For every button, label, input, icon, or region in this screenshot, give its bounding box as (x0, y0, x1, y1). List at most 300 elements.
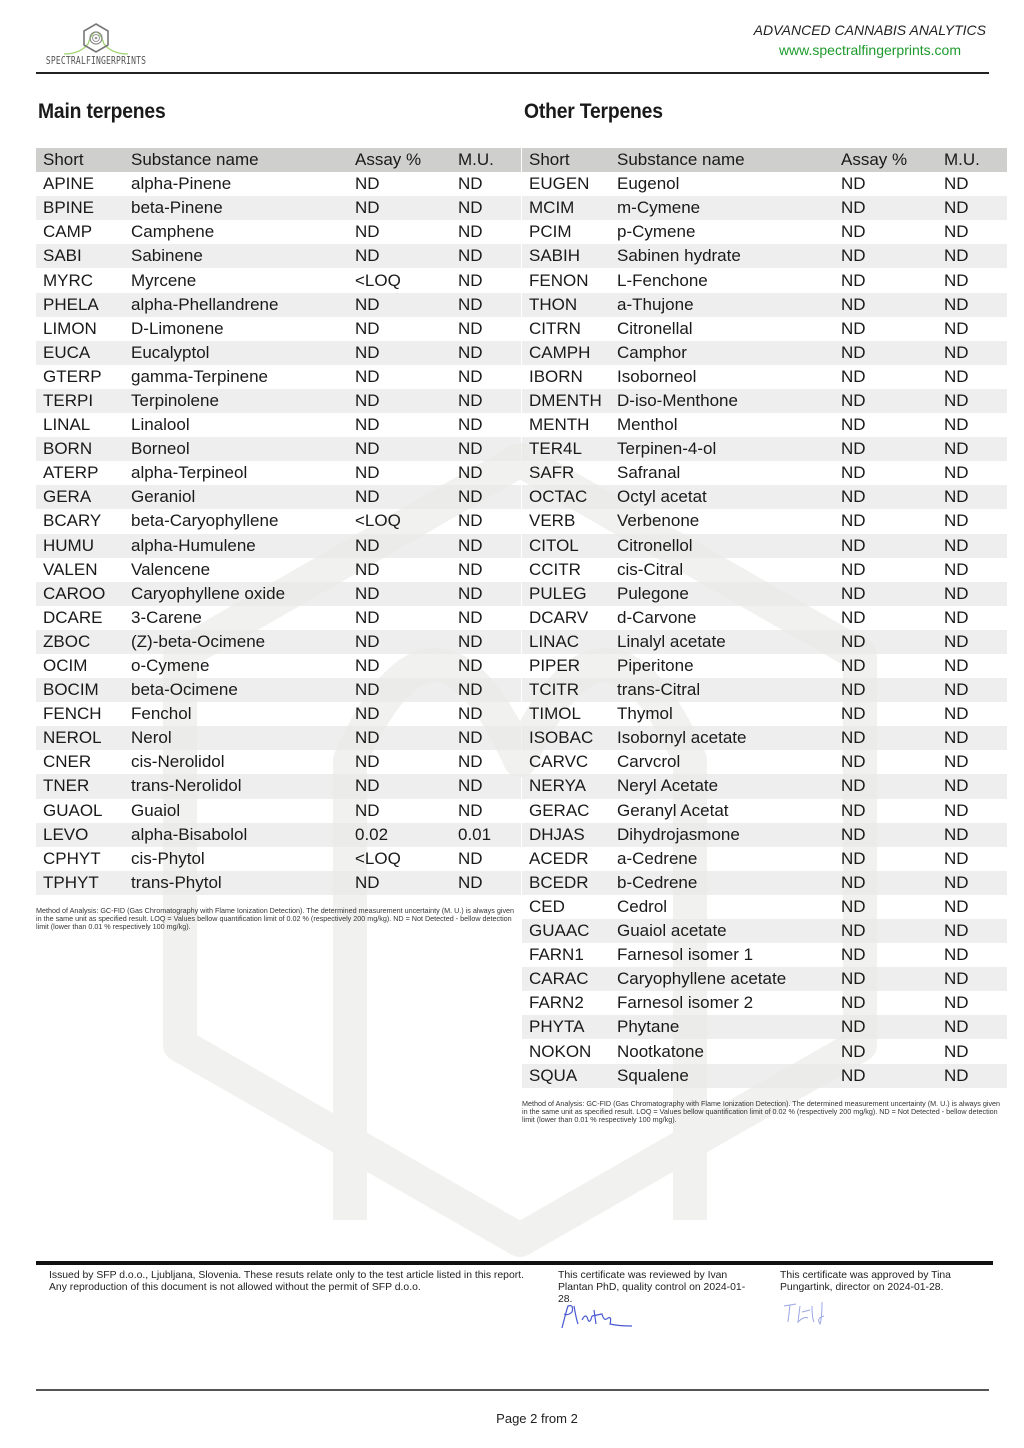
cell-short: CNER (43, 752, 92, 772)
table-row (36, 630, 521, 654)
cell-substance-name: Terpinen-4-ol (617, 437, 841, 461)
cell-short: SQUA (522, 1064, 617, 1088)
cell-assay: ND (841, 485, 944, 509)
cell-short: CAROO (36, 582, 131, 606)
table-row (36, 774, 521, 798)
cell-assay: ND (841, 1015, 944, 1039)
cell-substance-name: Eugenol (617, 174, 680, 194)
cell-short: NERYA (522, 774, 617, 798)
cell-short: TERPI (36, 389, 131, 413)
cell-assay: <LOQ (355, 270, 401, 290)
cell-mu: ND (944, 293, 1007, 317)
cell-mu: ND (944, 1041, 969, 1061)
cell-substance-name: Farnesol isomer 1 (617, 945, 754, 965)
table-row (522, 582, 1007, 606)
cell-substance-name: Sabinene (131, 244, 355, 268)
cell-mu: ND (458, 534, 521, 558)
cell-substance-name: Fenchol (131, 704, 192, 724)
cell-short: MYRC (43, 270, 94, 290)
cell-short: PCIM (529, 222, 572, 242)
cell-short: SAFR (529, 463, 575, 483)
cell-substance-name: Guaiol acetate (617, 919, 841, 943)
cell-mu: ND (458, 800, 483, 820)
cell-short: NEROL (36, 726, 131, 750)
cell-mu: ND (458, 630, 521, 654)
cell-mu: ND (944, 945, 969, 965)
table-row (36, 293, 521, 317)
cell-substance-name: a-Cedrene (617, 848, 698, 868)
cell-substance-name: Camphene (131, 222, 215, 242)
cell-assay: ND (355, 244, 458, 268)
table-row (36, 847, 521, 871)
cell-substance-name: cis-Nerolidol (131, 752, 225, 772)
cell-mu: ND (458, 270, 483, 290)
table-row (522, 1064, 1007, 1088)
cell-assay: ND (355, 774, 458, 798)
table-row (522, 317, 1007, 341)
table-row (522, 799, 1007, 823)
cell-mu: ND (944, 800, 969, 820)
cell-substance-name: Octyl acetat (617, 485, 841, 509)
cell-short: BCEDR (522, 871, 617, 895)
cell-substance-name: alpha-Bisabolol (131, 823, 355, 847)
cell-substance-name: Nootkatone (617, 1041, 704, 1061)
cell-assay: ND (841, 389, 944, 413)
cell-assay: ND (355, 559, 380, 579)
cell-short: GUAOL (43, 800, 103, 820)
cell-short: PULEG (522, 582, 617, 606)
footer-divider (36, 1261, 993, 1265)
cell-mu: ND (458, 582, 521, 606)
cell-short: DCARE (43, 607, 103, 627)
cell-assay: ND (355, 437, 458, 461)
cell-mu: ND (458, 871, 521, 895)
cell-mu: ND (944, 919, 1007, 943)
table-row (522, 268, 1007, 292)
cell-assay: ND (841, 174, 866, 194)
cell-short: PHYTA (522, 1015, 617, 1039)
cell-assay: ND (841, 656, 866, 676)
table-row (36, 244, 521, 268)
cell-assay: ND (841, 582, 944, 606)
cell-mu: ND (944, 559, 969, 579)
cell-short: TCITR (522, 678, 617, 702)
cell-short: TER4L (522, 437, 617, 461)
cell-mu: ND (458, 174, 483, 194)
cell-mu: ND (944, 993, 969, 1013)
cell-mu: ND (944, 415, 969, 435)
cell-short: LINAL (43, 415, 91, 435)
cell-mu: ND (944, 389, 1007, 413)
cell-mu: ND (458, 704, 483, 724)
table-row (36, 678, 521, 702)
cell-short: GERA (36, 485, 131, 509)
cell-assay: ND (841, 366, 866, 386)
cell-assay: ND (841, 463, 866, 483)
cell-assay: ND (355, 630, 458, 654)
cell-substance-name: Guaiol (131, 800, 181, 820)
cell-assay: ND (355, 222, 380, 242)
table-row (36, 341, 521, 365)
cell-mu: ND (944, 848, 969, 868)
cell-short: HUMU (36, 534, 131, 558)
table-row (522, 220, 1007, 244)
table-row (36, 220, 521, 244)
table-row (522, 244, 1007, 268)
cell-assay: ND (841, 896, 866, 916)
table-row (522, 919, 1007, 943)
method-note: Method of Analysis: GC-FID (Gas Chromatography with Flame Ionization Detection). The determined measurement uncertainty (M. U.) is always given in the same unit as specified result. LOQ = Values bellow quantification limit of 0.02 % (respectively 200 mg/kg). ND = Not Detected - bellow detection limit (lower than 0.01 % respectively 100 mg/kg). (36, 905, 515, 931)
cell-mu: ND (944, 196, 1007, 220)
cell-mu: ND (458, 607, 483, 627)
cell-assay: ND (355, 196, 458, 220)
table-row (522, 509, 1007, 533)
cell-short: PHELA (36, 293, 131, 317)
cell-short: BCARY (43, 511, 102, 531)
cell-assay: ND (355, 534, 458, 558)
method-note: Method of Analysis: GC-FID (Gas Chromatography with Flame Ionization Detection). The determined measurement uncertainty (M. U.) is always given in the same unit as specified result. LOQ = Values bellow quantification limit of 0.02 % (respectively 200 mg/kg). ND = Not Detected - bellow detection limit (lower than 0.01 % respectively 100 mg/kg). (522, 1098, 1001, 1124)
cell-short: ACEDR (529, 848, 589, 868)
cell-short: CITOL (522, 534, 617, 558)
cell-assay: ND (355, 389, 458, 413)
cell-short: OCIM (43, 656, 88, 676)
cell-substance-name: Dihydrojasmone (617, 823, 841, 847)
cell-assay: ND (841, 630, 944, 654)
cell-assay: ND (841, 704, 866, 724)
table-row (522, 341, 1007, 365)
table-header-row (522, 148, 1007, 172)
cell-substance-name: Borneol (131, 437, 355, 461)
table-row (522, 534, 1007, 558)
table-row (36, 317, 521, 341)
cell-assay: ND (355, 318, 380, 338)
cell-mu: ND (944, 630, 1007, 654)
cell-substance-name: Linalool (131, 415, 190, 435)
cell-substance-name: Caryophyllene oxide (131, 582, 355, 606)
cell-mu: ND (458, 463, 483, 483)
cell-mu: ND (458, 726, 521, 750)
cell-substance-name: alpha-Phellandrene (131, 293, 355, 317)
column-header-assay: Assay % (355, 148, 458, 172)
cell-assay: ND (841, 1041, 866, 1061)
cell-mu: ND (458, 656, 483, 676)
cell-short: GUAAC (522, 919, 617, 943)
cell-substance-name: Farnesol isomer 2 (617, 993, 754, 1013)
cell-substance-name: 3-Carene (131, 607, 202, 627)
cell-substance-name: Menthol (617, 415, 678, 435)
approved-statement: This certificate was approved by Tina Pungartink, director on 2024-01-28. (780, 1270, 951, 1293)
cell-short: MENTH (529, 415, 590, 435)
brand-tagline: ADVANCED CANNABIS ANALYTICS (753, 22, 986, 38)
cell-substance-name: cis-Citral (617, 559, 684, 579)
cell-assay: ND (841, 752, 866, 772)
cell-short: MCIM (522, 196, 617, 220)
cell-mu: ND (458, 437, 521, 461)
cell-assay: ND (841, 222, 866, 242)
cell-assay: ND (355, 656, 380, 676)
table-row (36, 823, 521, 847)
cell-substance-name: (Z)-beta-Ocimene (131, 630, 355, 654)
cell-assay: ND (841, 607, 866, 627)
cell-substance-name: alpha-Humulene (131, 534, 355, 558)
table-row (522, 461, 1007, 485)
cell-short: DMENTH (522, 389, 617, 413)
cell-assay: ND (841, 437, 944, 461)
cell-short: CPHYT (43, 848, 101, 868)
cell-mu: ND (944, 678, 1007, 702)
cell-substance-name: Myrcene (131, 270, 197, 290)
cell-mu: ND (458, 366, 483, 386)
cell-assay: ND (355, 752, 380, 772)
table-row (36, 606, 521, 630)
cell-mu: ND (944, 174, 969, 194)
cell-short: CITRN (529, 318, 581, 338)
table-row (522, 1039, 1007, 1063)
table-row (522, 654, 1007, 678)
cell-mu: ND (944, 511, 969, 531)
cell-mu: ND (944, 752, 969, 772)
table-row (36, 365, 521, 389)
cell-short: FARN1 (529, 945, 584, 965)
table-row (522, 485, 1007, 509)
cell-substance-name: Citronellal (617, 318, 693, 338)
cell-assay: ND (355, 800, 380, 820)
cell-substance-name: beta-Ocimene (131, 678, 355, 702)
cell-short: CAMPH (522, 341, 617, 365)
cell-substance-name: p-Cymene (617, 222, 696, 242)
cell-mu: ND (458, 678, 521, 702)
cell-short: EUCA (36, 341, 131, 365)
cell-assay: ND (841, 534, 944, 558)
table-row (522, 365, 1007, 389)
cell-substance-name: d-Carvone (617, 607, 697, 627)
cell-assay: ND (841, 270, 866, 290)
cell-substance-name: Squalene (617, 1064, 841, 1088)
cell-short: DCARV (529, 607, 589, 627)
cell-assay: ND (841, 1064, 944, 1088)
table-row (522, 389, 1007, 413)
cell-substance-name: m-Cymene (617, 196, 841, 220)
table-row (36, 485, 521, 509)
cell-substance-name: D-iso-Menthone (617, 389, 841, 413)
cell-short: TPHYT (36, 871, 131, 895)
cell-mu: ND (458, 848, 483, 868)
table-row (36, 654, 521, 678)
table-row (36, 702, 521, 726)
header-brand (754, 22, 986, 60)
cell-substance-name: Nerol (131, 726, 355, 750)
cell-assay: ND (841, 318, 866, 338)
cell-substance-name: b-Cedrene (617, 871, 841, 895)
cell-substance-name: trans-Phytol (131, 871, 355, 895)
cell-assay: ND (841, 678, 944, 702)
cell-substance-name: Verbenone (617, 511, 700, 531)
reviewer-signature-icon (558, 1302, 634, 1330)
cell-short: TIMOL (529, 704, 581, 724)
cell-assay: ND (841, 415, 866, 435)
column-header-substance: Substance name (131, 148, 355, 172)
cell-substance-name: gamma-Terpinene (131, 366, 269, 386)
cell-substance-name: Piperitone (617, 656, 694, 676)
cell-assay: ND (841, 993, 866, 1013)
column-header-substance: Substance name (617, 148, 841, 172)
cell-mu: ND (458, 293, 521, 317)
cell-assay: ND (841, 726, 944, 750)
cell-substance-name: Neryl Acetate (617, 774, 841, 798)
table-row (522, 1015, 1007, 1039)
cell-assay: ND (841, 244, 944, 268)
cell-assay: ND (355, 174, 380, 194)
cell-assay: ND (841, 511, 866, 531)
cell-substance-name: beta-Caryophyllene (131, 511, 279, 531)
cell-short: GTERP (43, 366, 102, 386)
cell-substance-name: Cedrol (617, 896, 668, 916)
cell-mu: ND (458, 511, 483, 531)
cell-substance-name: Phytane (617, 1015, 841, 1039)
cell-short: BORN (36, 437, 131, 461)
cell-assay: ND (841, 800, 866, 820)
cell-assay: ND (841, 967, 944, 991)
cell-assay: ND (355, 871, 458, 895)
table-row (522, 847, 1007, 871)
table-row (36, 558, 521, 582)
table-row (522, 413, 1007, 437)
cell-mu: ND (944, 896, 969, 916)
cell-mu: ND (944, 967, 1007, 991)
cell-short: LINAC (522, 630, 617, 654)
table-row (36, 413, 521, 437)
cell-mu: ND (944, 437, 1007, 461)
cell-assay: ND (355, 704, 380, 724)
cell-substance-name: Eucalyptol (131, 341, 355, 365)
table-row (36, 461, 521, 485)
cell-substance-name: Caryophyllene acetate (617, 967, 841, 991)
cell-short: TNER (36, 774, 131, 798)
column-header-short: Short (36, 148, 131, 172)
page-divider (36, 1389, 989, 1391)
table-row (522, 630, 1007, 654)
cell-assay: ND (355, 485, 458, 509)
cell-mu: ND (458, 752, 483, 772)
table-row (522, 726, 1007, 750)
cell-substance-name: Isoborneol (617, 366, 697, 386)
cell-substance-name: a-Thujone (617, 293, 841, 317)
cell-assay: ND (841, 919, 944, 943)
main-terpenes-section (36, 98, 521, 931)
cell-mu: ND (944, 726, 1007, 750)
cell-substance-name: L-Fenchone (617, 270, 708, 290)
cell-short: CARAC (522, 967, 617, 991)
cell-short: NOKON (529, 1041, 592, 1061)
table-row (36, 750, 521, 774)
cell-substance-name: Carvcrol (617, 752, 681, 772)
cell-assay: <LOQ (355, 848, 401, 868)
table-row (36, 726, 521, 750)
cell-mu: ND (944, 1064, 1007, 1088)
cell-assay: ND (841, 823, 944, 847)
cell-short: LIMON (43, 318, 97, 338)
cell-mu: ND (944, 341, 1007, 365)
table-row (36, 582, 521, 606)
cell-assay: ND (841, 774, 944, 798)
cell-short: FARN2 (529, 993, 584, 1013)
table-row (36, 799, 521, 823)
cell-assay: ND (841, 871, 944, 895)
cell-assay: ND (841, 341, 944, 365)
cell-short: ISOBAC (522, 726, 617, 750)
cell-substance-name: Citronellol (617, 534, 841, 558)
cell-assay: ND (841, 559, 866, 579)
cell-mu: ND (458, 196, 521, 220)
cell-assay: ND (355, 607, 380, 627)
cell-substance-name: Thymol (617, 704, 673, 724)
cell-substance-name: Isobornyl acetate (617, 726, 841, 750)
cell-mu: ND (458, 318, 483, 338)
cell-mu: ND (458, 244, 521, 268)
table-row (522, 196, 1007, 220)
cell-mu: 0.01 (458, 823, 521, 847)
cell-substance-name: alpha-Pinene (131, 174, 232, 194)
table-header-row (36, 148, 521, 172)
main-terpenes-table (36, 148, 521, 895)
cell-mu: ND (944, 270, 969, 290)
cell-mu: ND (944, 244, 1007, 268)
cell-assay: ND (355, 415, 380, 435)
brand-url-link[interactable]: www.spectralfingerprints.com (778, 42, 961, 58)
cell-short: SABIH (522, 244, 617, 268)
cell-mu: ND (458, 341, 521, 365)
cell-short: CED (529, 896, 565, 916)
table-row (36, 871, 521, 895)
cell-short: SABI (36, 244, 131, 268)
cell-assay: ND (355, 293, 458, 317)
table-row (522, 774, 1007, 798)
cell-substance-name: Geraniol (131, 485, 355, 509)
cell-assay: ND (355, 463, 380, 483)
cell-short: BOCIM (36, 678, 131, 702)
cell-short: VALEN (43, 559, 98, 579)
cell-assay: <LOQ (355, 511, 401, 531)
column-header-mu: M.U. (944, 148, 1007, 172)
main-terpenes-title: Main terpenes (38, 100, 166, 123)
column-header-assay: Assay % (841, 148, 944, 172)
cell-mu: ND (944, 366, 969, 386)
cell-mu: ND (944, 823, 1007, 847)
cell-substance-name: Safranal (617, 463, 681, 483)
cell-mu: ND (944, 534, 1007, 558)
other-terpenes-section (522, 98, 1007, 1124)
table-row (522, 678, 1007, 702)
table-row (522, 606, 1007, 630)
cell-short: PIPER (529, 656, 581, 676)
cell-short: ATERP (43, 463, 99, 483)
cell-mu: ND (458, 774, 521, 798)
table-row (522, 991, 1007, 1015)
cell-mu: ND (458, 485, 521, 509)
table-row (522, 823, 1007, 847)
issued-statement: Issued by SFP d.o.o., Ljubljana, Slovenia. These resuts relate only to the test article listed in this report. Any reproduction of this document is not allowed without the permit of SFP d.o.o. (49, 1270, 524, 1293)
cell-short: CARVC (529, 752, 589, 772)
cell-substance-name: D-Limonene (131, 318, 224, 338)
cell-mu: ND (944, 222, 969, 242)
other-terpenes-table (522, 148, 1007, 1088)
cell-mu: ND (458, 222, 483, 242)
table-row (522, 967, 1007, 991)
table-row (522, 750, 1007, 774)
table-row (522, 702, 1007, 726)
cell-short: OCTAC (522, 485, 617, 509)
cell-short: THON (522, 293, 617, 317)
